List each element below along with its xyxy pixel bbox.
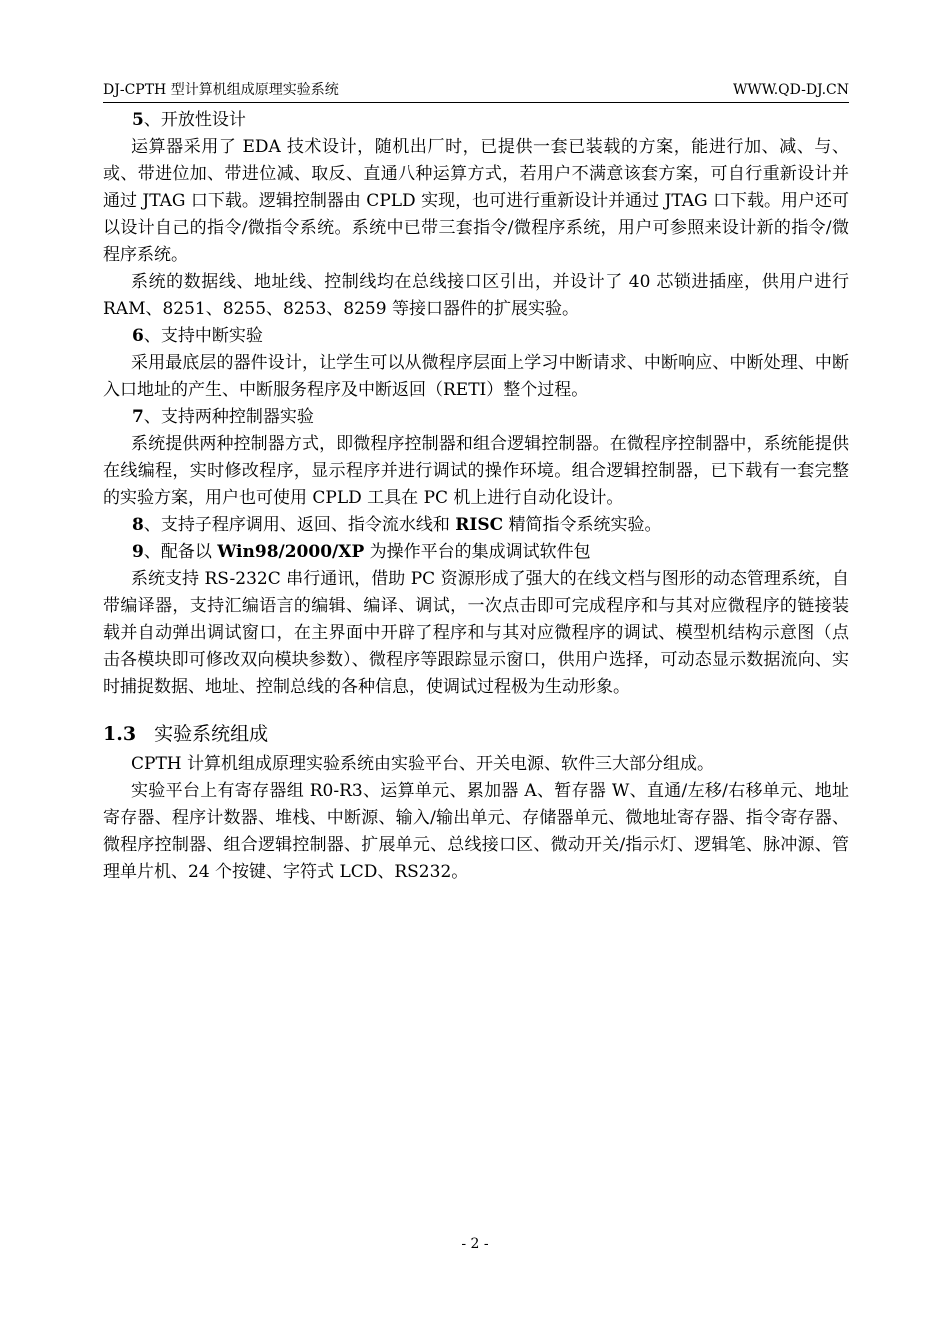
section-1-3-title: 实验系统组成 [154,723,269,745]
section-7-heading [103,404,849,431]
section-1-3-paragraph-2: 实验平台上有寄存器组 R0-R3、运算单元、累加器 A、暂存器 W、直通/左移/右移单元、地址寄存器、程序计数器、堆栈、中断源、输入/输出单元、存储器单元、微地址寄存器、指令寄存器、微程序控制器、组合逻辑控制器、扩展单元、总线接口区、微动开关/指示灯、逻辑笔、脉冲源、管理单片机、24 个按键、字符式 LCD、RS232。 [103,781,849,882]
section-5-paragraph-1: 运算器采用了 EDA 技术设计，随机出厂时，已提供一套已装载的方案，能进行加、减、与、或、带进位加、带进位减、取反、直通八种运算方式，若用户不满意该套方案，可自行重新设计并通过 JTAG 口下载。逻辑控制器由 CPLD 实现，也可进行重新设计并通过 JTAG 口下载。用户还可以设计自己的指令/微指令系统。系统中已带三套指令/微程序系统，用户可参照来设计新的指令/微程序系统。 [103,137,849,265]
section-9-title-c: 为操作平台的集成调试软件包 [364,542,591,562]
section-6-heading [103,323,849,350]
section-7-number: 7 [132,407,144,427]
page-number: - 2 - [461,1236,489,1252]
section-5-number: 5 [132,110,144,130]
section-8-number: 8 [132,515,144,535]
section-9-heading [103,539,849,566]
header-title: DJ-CPTH 型计算机组成原理实验系统 [103,82,339,98]
page-body [103,107,849,886]
section-9-title-a: 、配备以 [143,542,218,562]
page-header [103,80,849,103]
section-8-title-c: 精简指令系统实验。 [503,515,662,535]
section-9-number: 9 [132,542,144,562]
section-6-paragraph-1: 采用最底层的器件设计，让学生可以从微程序层面上学习中断请求、中断响应、中断处理、中断入口地址的产生、中断服务程序及中断返回（RETI）整个过程。 [103,353,849,400]
section-6-title: 、支持中断实验 [143,326,263,346]
section-8-heading [103,512,849,539]
section-1-3-heading [103,719,849,749]
section-5-heading [103,107,849,134]
section-5-title: 、开放性设计 [143,110,246,130]
section-8-title-a: 、支持子程序调用、返回、指令流水线和 [143,515,456,535]
section-1-3-number: 1.3 [103,723,137,745]
header-website: WWW.QD-DJ.CN [732,82,849,98]
section-9-title-b: Win98/2000/XP [217,542,365,562]
section-1-3-paragraph-1: CPTH 计算机组成原理实验系统由实验平台、开关电源、软件三大部分组成。 [131,754,715,774]
section-9-paragraph-1: 系统支持 RS-232C 串行通讯，借助 PC 资源形成了强大的在线文档与图形的动态管理系统，自带编译器，支持汇编语言的编辑、编译、调试，一次点击即可完成程序和与其对应微程序的链接装载并自动弹出调试窗口，在主界面中开辟了程序和与其对应微程序的调试、模型机结构示意图（点击各模块即可修改双向模块参数）、微程序等跟踪显示窗口，供用户选择，可动态显示数据流向、实时捕捉数据、地址、控制总线的各种信息，使调试过程极为生动形象。 [103,569,849,697]
section-7-title: 、支持两种控制器实验 [143,407,314,427]
section-8-title-b: RISC [455,515,504,535]
section-6-number: 6 [132,326,144,346]
section-5-paragraph-2: 系统的数据线、地址线、控制线均在总线接口区引出，并设计了 40 芯锁进插座，供用户进行 RAM、8251、8255、8253、8259 等接口器件的扩展实验。 [103,272,849,319]
section-7-paragraph-1: 系统提供两种控制器方式，即微程序控制器和组合逻辑控制器。在微程序控制器中，系统能提供在线编程，实时修改程序，显示程序并进行调试的操作环境。组合逻辑控制器，已下载有一套完整的实验方案，用户也可使用 CPLD 工具在 PC 机上进行自动化设计。 [103,434,849,508]
